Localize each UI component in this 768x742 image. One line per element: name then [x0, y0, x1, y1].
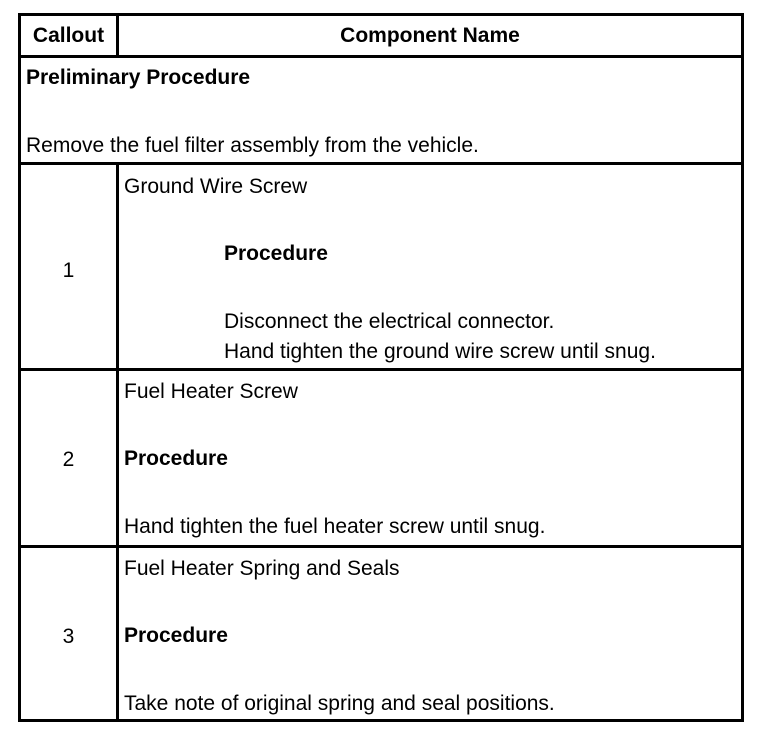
preliminary-text: Remove the fuel filter assembly from the vehicle. [26, 134, 479, 157]
procedure-label-3: Procedure [124, 624, 228, 647]
header-callout: Callout [32, 24, 105, 47]
procedure-step-1-1: Disconnect the electrical connector. [224, 310, 555, 333]
callout-number-3: 3 [62, 625, 75, 648]
header-divider [116, 16, 119, 55]
preliminary-title: Preliminary Procedure [26, 66, 251, 89]
preliminary-rule [21, 162, 741, 165]
procedure-step-2-1: Hand tighten the fuel heater screw until snug. [124, 515, 546, 538]
procedure-label-2: Procedure [124, 447, 228, 470]
row-1-rule [21, 368, 741, 371]
procedure-step-3-1: Take note of original spring and seal positions. [124, 692, 555, 715]
header-rule [21, 55, 741, 58]
procedure-step-1-2: Hand tighten the ground wire screw until snug. [224, 340, 656, 363]
callout-number-1: 1 [62, 259, 75, 282]
header-component-name: Component Name [340, 24, 520, 47]
component-name-3: Fuel Heater Spring and Seals [124, 557, 400, 580]
row-2-rule [21, 545, 741, 548]
component-name-2: Fuel Heater Screw [124, 380, 298, 403]
procedure-label-1: Procedure [224, 242, 328, 265]
component-name-1: Ground Wire Screw [124, 175, 308, 198]
callout-number-2: 2 [62, 448, 75, 471]
callout-column-divider [116, 162, 119, 719]
component-table [18, 13, 744, 722]
